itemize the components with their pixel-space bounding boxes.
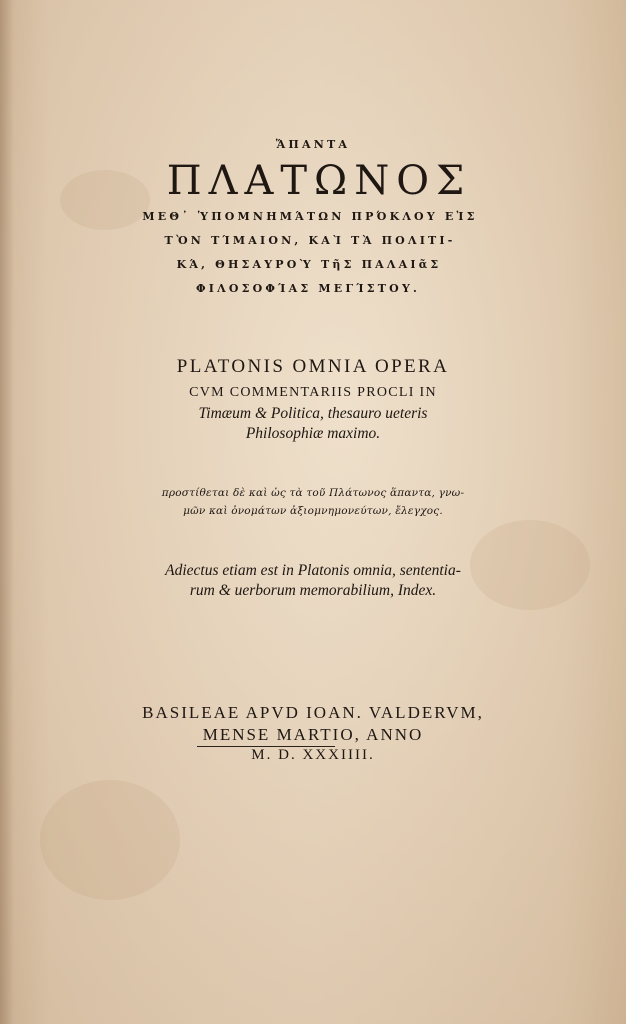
greek-subtitle-line-4: ΦΙΛΟΣΟΦΊΑΣ ΜΕΓΊΣΤΟΥ. bbox=[195, 282, 421, 295]
latin-title-line-1: PLATONIS OMNIA OPERA bbox=[176, 356, 450, 377]
greek-subtitle-line-1: ΜΕΘ᾽ ὙΠΟΜΝΗΜΆΤΩΝ ΠΡΌΚΛΟΥ ΕἸΣ bbox=[142, 210, 478, 223]
greek-note-line-1: προστίθεται δὲ καὶ ὡς τὰ τοῦ Πλάτωνος ἅπαντα, γνω- bbox=[161, 487, 465, 499]
imprint-line-3: M. D. XXXIIII. bbox=[251, 747, 375, 763]
greek-main-title: ΠΛΑΤΩΝΟΣ bbox=[166, 158, 472, 204]
greek-subtitle-line-2: ΤῸΝ ΤΊΜΑΙΟΝ, ΚΑῚ ΤᾺ ΠΟΛΙΤΙ- bbox=[164, 234, 456, 247]
greek-subtitle-line-3: ΚΆ, ΘΗΣΑΥΡΟῪ ΤῆΣ ΠΑΛΑΙᾶΣ bbox=[176, 258, 442, 271]
latin-title-line-3: Timæum & Politica, thesauro ueteris bbox=[198, 405, 428, 422]
index-note-line-1: Adiectus etiam est in Platonis omnia, sententia- bbox=[165, 562, 461, 579]
latin-title-line-4: Philosophiæ maximo. bbox=[245, 425, 381, 442]
imprint-line-1: BASILEAE APVD IOAN. VALDERVM, bbox=[142, 703, 484, 722]
greek-pre-title: ἍΠΑΝΤΑ bbox=[275, 138, 351, 151]
index-note-line-2: rum & uerborum memorabilium, Index. bbox=[189, 582, 437, 599]
foxing-stain bbox=[40, 780, 180, 900]
imprint-line-2: MENSE MARTIO, ANNO bbox=[202, 725, 424, 744]
greek-note-line-2: μῶν καὶ ὀνομάτων ἀξιομνημονεύτων, ἔλεγχος. bbox=[183, 505, 443, 517]
latin-title-line-2: CVM COMMENTARIIS PROCLI IN bbox=[189, 385, 437, 400]
